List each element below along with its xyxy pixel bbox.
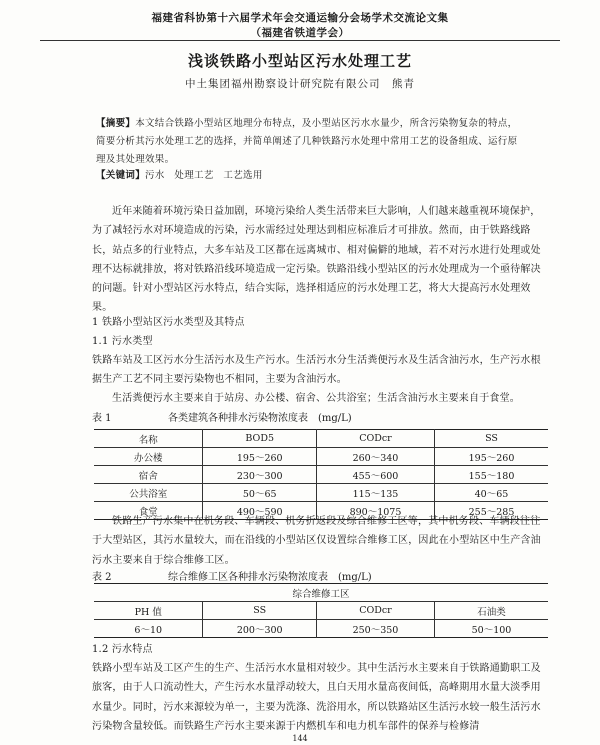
table-row [94,620,548,638]
table-cell: 195～260 [203,448,317,466]
paper-author: 中土集团福州勘察设计研究院有限公司 熊青 [185,78,415,90]
table-row [94,484,548,502]
table-header-cell: 石油类 [434,602,548,620]
table-cell: 115～135 [316,484,434,502]
table-cell: 260～340 [316,448,434,466]
table-cell: 490～590 [203,502,317,520]
table-header-cell: BOD5 [203,430,317,448]
table-header-cell: 名称 [94,430,203,448]
paragraph-types: 铁路车站及工区污水分生活污水及生产污水。生活污水分生活粪便污水及生活含油污水，生产污水根据生产工艺不同主要污染物也不相同，主要为含油污水。 [92,355,541,386]
table2-caption [92,568,548,583]
table-header-cell: SS [434,430,548,448]
table-cell: 6～10 [94,620,203,638]
section-heading-1: 1 铁路小型站区污水类型及其特点 [92,317,245,328]
table-header-cell: CODcr [316,602,434,620]
table-cell: 255～285 [434,502,548,520]
table-group-row [94,584,548,602]
table2-number: 表 2 [92,572,112,583]
table-header-cell: SS [203,602,317,620]
table1-title: 各类建筑各种排水污染物浓度表 (mg/L) [168,413,352,424]
section-heading-1-1: 1.1 污水类型 [92,336,153,347]
table-cell: 890～1075 [316,502,434,520]
keywords [96,167,526,181]
table-cell: 50～65 [203,484,317,502]
running-header-subtitle: （福建省铁道学会） [250,27,350,39]
table-cell: 50～100 [434,620,548,638]
table1-caption [92,409,548,424]
table-cell: 195～260 [434,448,548,466]
table1-number: 表 1 [92,413,112,424]
abstract [96,115,526,169]
paragraph-production: 铁路生产污水集中在机务段、车辆段、机务折返段及综合维修工区等，其中机务段、车辆段往往于大型站区，其污水量较大，而在沿线的小型站区仅设置综合维修工区，因此在小型站区中生产含油污水主要来自于综合维修工区。 [92,516,541,566]
table-cell: 40～65 [434,484,548,502]
table-header-cell: CODcr [316,430,434,448]
table-header-row [94,602,548,620]
table-cell: 230～300 [203,466,317,484]
pollutant-table-1 [94,429,548,520]
page-number: 144 [292,734,308,743]
paper-title: 浅谈铁路小型站区污水处理工艺 [187,52,412,70]
table-cell: 250～350 [316,620,434,638]
intro-paragraph: 近年来随着环境污染日益加剧，环境污染给人类生活带来巨大影响，人们越来越重视环境保护，为了减轻污水对环境造成的污染，污水需经过处理达到相应标准后才可排放。然而，由于铁路线路长，站点多的行业特点，大多车站及工区都在远离城市、相对偏僻的地域，若不对污水进行处理或处理不达标就排放，将对铁路沿线环境造成一定污染。铁路沿线小型站区的污水处理成为一个亟待解决的问题。针对小型站区污水特点，结合实际，选择相适应的污水处理工艺，将大大提高污水处理效果。 [92,206,541,314]
abstract-text: 本文结合铁路小型站区地理分布特点，及小型站区污水水量少，所含污染物复杂的特点，简要分析其污水处理工艺的选择，并简单阐述了几种铁路污水处理中常用工艺的设备组成、运行原理及其处理效果。 [96,118,518,165]
table-cell: 食堂 [94,502,203,520]
table-group-header: 综合维修工区 [94,584,548,602]
table2-title: 综合维修工区各种排水污染物浓度表 (mg/L) [168,572,372,583]
header-rule [40,40,560,41]
table-cell: 200～300 [203,620,317,638]
table-row [94,466,548,484]
table-header-row [94,430,548,448]
table-cell: 办公楼 [94,448,203,466]
section-heading-1-2: 1.2 污水特点 [92,644,153,655]
abstract-label: 【摘要】 [96,118,136,129]
table-row [94,448,548,466]
table-cell: 455～600 [316,466,434,484]
paragraph-sources: 生活粪便污水主要来自于站房、办公楼、宿舍、公共浴室；生活含油污水主要来自于食堂。 [112,393,520,404]
running-header: 福建省科协第十六届学术年会交通运输分会场学术交流论文集 [151,12,449,24]
paragraph-features: 铁路小型车站及工区产生的生产、生活污水水量相对较少。其中生活污水主要来自于铁路通勤职工及旅客，由于人口流动性大，产生污水水量浮动较大，且白天用水量高夜间低，高峰期用水量大淡季用水量少。同时，污水来源较为单一，主要为洗涤、洗浴用水，所以铁路站区生活污水较一般生活污水污染物含量较低。而铁路生产污水主要来源于内燃机车和电力机车部件的保养与检修清 [92,663,541,732]
pollutant-table-2 [94,583,548,638]
keywords-text: 污水 处理工艺 工艺选用 [145,170,263,181]
table-cell: 宿舍 [94,466,203,484]
table-cell: 公共浴室 [94,484,203,502]
keywords-label: 【关键词】 [96,170,146,181]
table-header-cell: PH 值 [94,602,203,620]
table-cell: 155～180 [434,466,548,484]
